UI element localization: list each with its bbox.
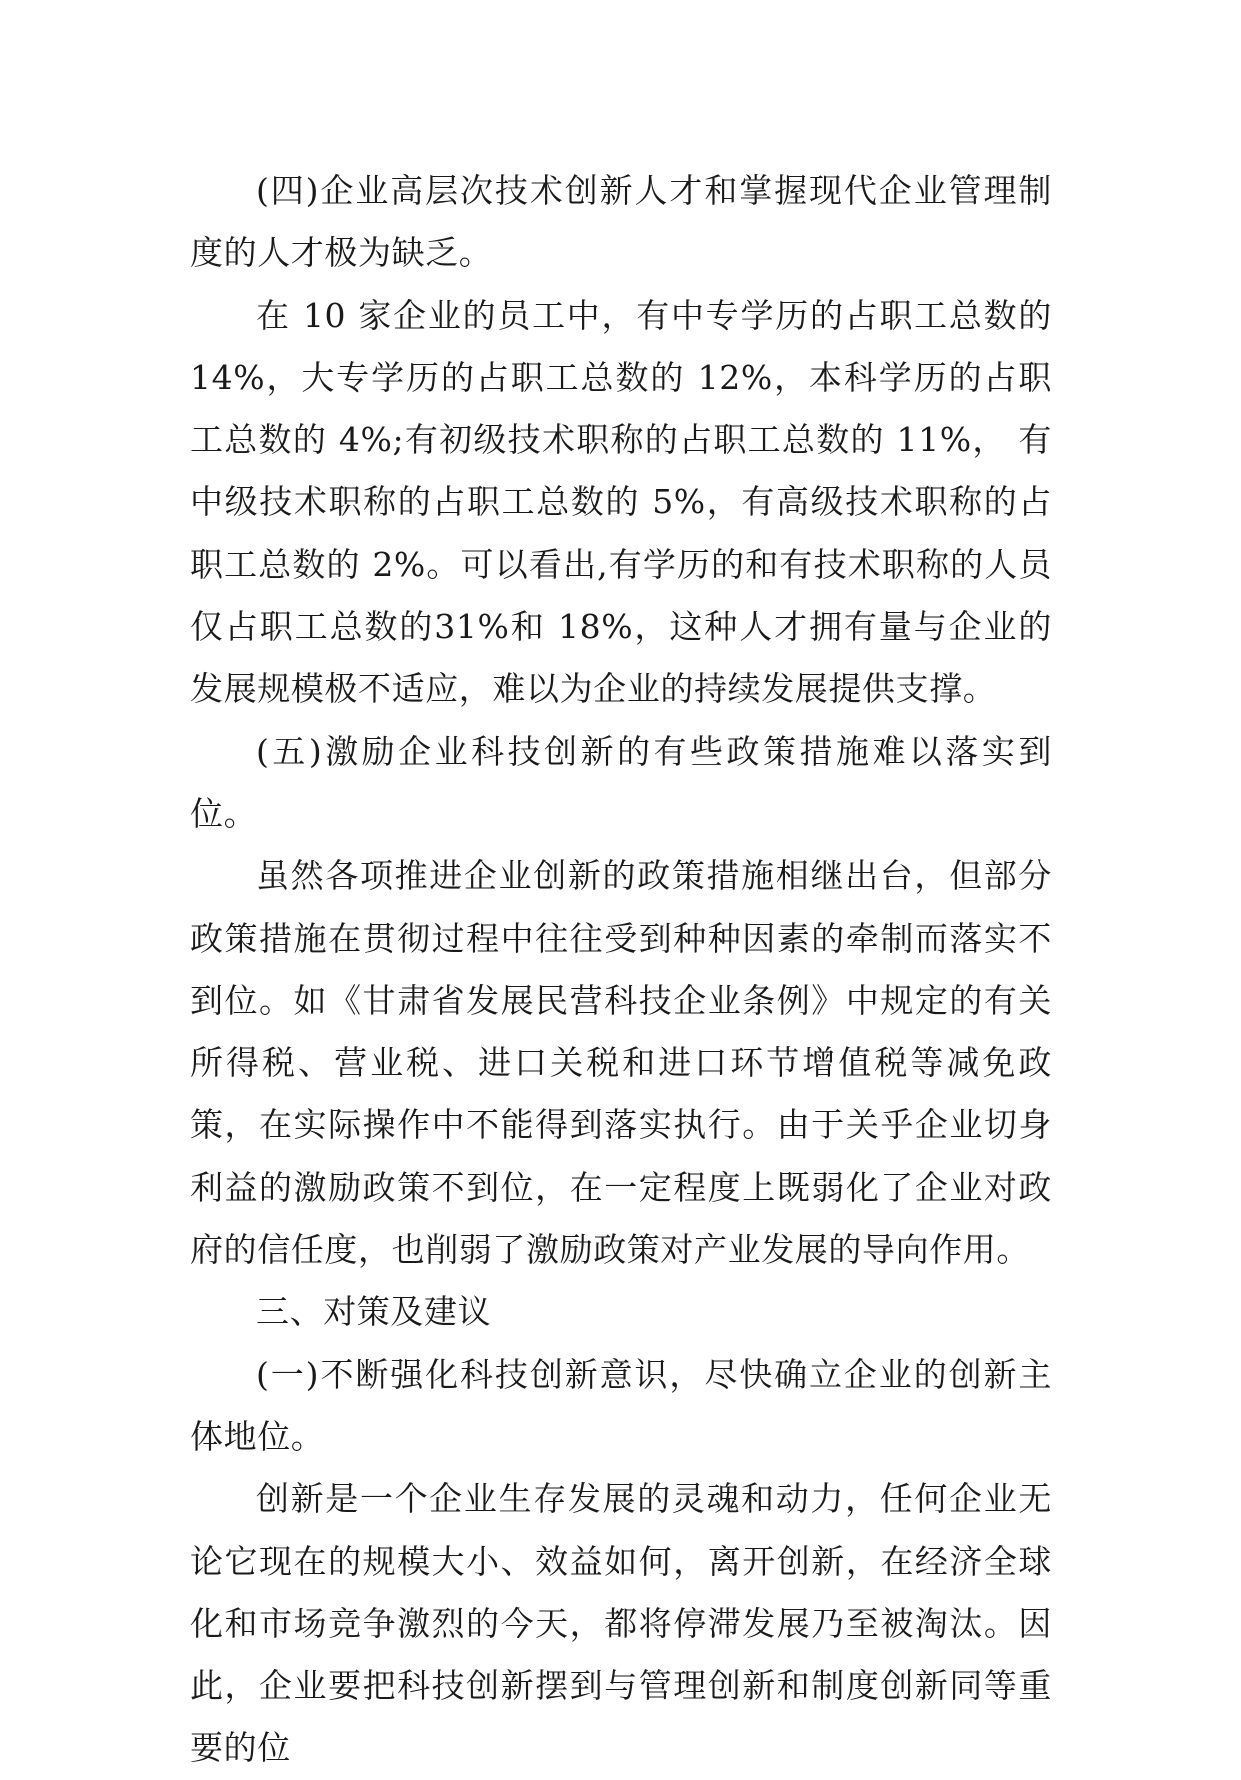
body-text bbox=[190, 160, 1052, 1780]
paragraph-policy-details: 虽然各项推进企业创新的政策措施相继出台，但部分政策措施在贯彻过程中往往受到种种因素的牵制而落实不到位。如《甘肃省发展民营科技企业条例》中规定的有关所得税、营业税、进口关税和进口环节增值税等减免政策，在实际操作中不能得到落实执行。由于关乎企业切身利益的激励政策不到位，在一定程度上既弱化了企业对政府的信任度，也削弱了激励政策对产业发展的导向作用。 bbox=[190, 856, 1052, 1270]
paragraph-staff-statistics: 在 10 家企业的员工中，有中专学历的占职工总数的 14%，大专学历的占职工总数的 12%，本科学历的占职工总数的 4%;有初级技术职称的占职工总数的 11%， 有中级技术职称的占职工总数的 5%，有高级技术职称的占职工总数的 2%。可以看出,有学历的和有技术职称的人员仅占职工总数的31%和 18%，这种人才拥有量与企业的发展规模极不适应，难以为企业的持续发展提供支撑。 bbox=[190, 295, 1052, 709]
heading-innovation-awareness: (一)不断强化科技创新意识，尽快确立企业的创新主体地位。 bbox=[190, 1354, 1052, 1456]
section-heading-countermeasures: 三、对策及建议 bbox=[256, 1292, 492, 1332]
heading-talent-shortage: (四)企业高层次技术创新人才和掌握现代企业管理制度的人才极为缺乏。 bbox=[190, 171, 1052, 273]
paragraph-innovation-importance: 创新是一个企业生存发展的灵魂和动力，任何企业无论它现在的规模大小、效益如何，离开创新，在经济全球化和市场竞争激烈的今天，都将停滞发展乃至被淘汰。因此，企业要把科技创新摆到与管理创新和制度创新同等重要的位 bbox=[190, 1479, 1052, 1768]
heading-policy-implementation: (五)激励企业科技创新的有些政策措施难以落实到位。 bbox=[190, 731, 1052, 833]
